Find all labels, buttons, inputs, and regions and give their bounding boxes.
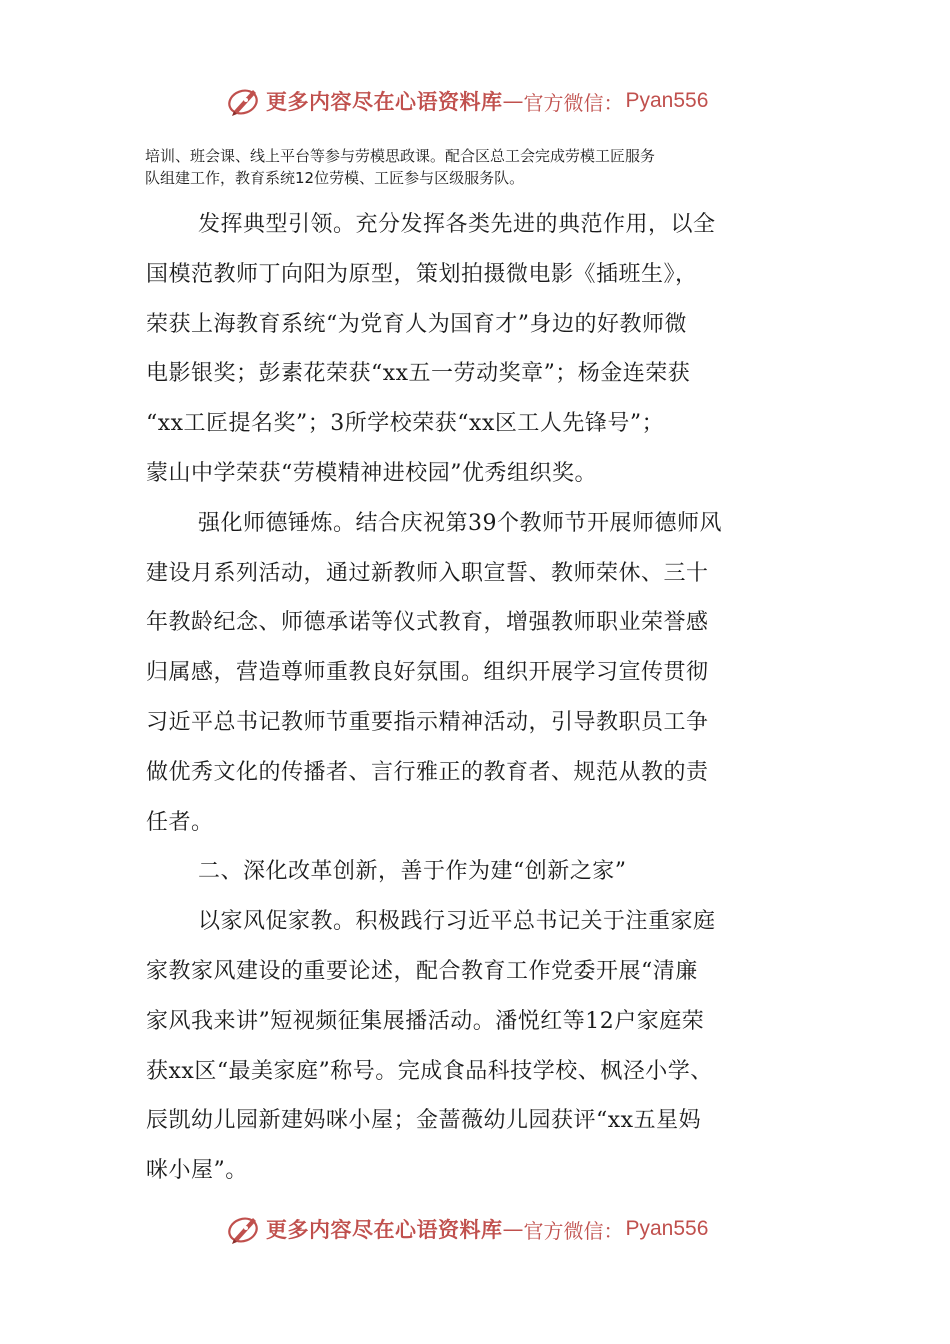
paragraph-line: 国模范教师丁向阳为原型，策划拍摄微电影《插班生》， bbox=[146, 261, 698, 287]
paragraph-line: 任者。 bbox=[146, 809, 214, 835]
paragraph-line: 辰凯幼儿园新建妈咪小屋；金蔷薇幼儿园获评“xx五星妈 bbox=[146, 1108, 702, 1134]
header-banner bbox=[226, 84, 708, 118]
paragraph-line: 家风我来讲”短视频征集展播活动。潘悦红等12户家庭荣 bbox=[146, 1008, 705, 1034]
paragraph-line: 归属感，营造尊师重教良好氛围。组织开展学习宣传贯彻 bbox=[146, 660, 709, 686]
paragraph-line: 做优秀文化的传播者、言行雅正的教育者、规范从教的责 bbox=[146, 759, 709, 785]
banner-official-label: 官方微信： bbox=[523, 90, 624, 115]
paragraph-line: 年教龄纪念、师德承诺等仪式教育，增强教师职业荣誉感 bbox=[146, 610, 709, 636]
paragraph-line: 蒙山中学荣获“劳模精神进校园”优秀组织奖。 bbox=[146, 460, 597, 486]
paragraph-line: “xx工匠提名奖”；3所学校荣获“xx区工人先锋号”； bbox=[146, 411, 665, 437]
pen-swirl-logo-icon bbox=[226, 84, 262, 118]
intro-line: 培训、班会课、线上平台等参与劳模思政课。配合区总工会完成劳模工匠服务 bbox=[145, 147, 656, 165]
banner-text: 更多内容尽在心语资料库 bbox=[266, 89, 503, 114]
paragraph-line: 习近平总书记教师节重要指示精神活动，引导教职员工争 bbox=[146, 709, 709, 735]
banner-separator: — bbox=[502, 1217, 524, 1241]
paragraph-line: 荣获上海教育系统“为党育人为国育才”身边的好教师微 bbox=[146, 311, 687, 337]
document-body bbox=[146, 200, 826, 1196]
banner-separator: — bbox=[502, 89, 524, 113]
paragraph-line: 家教家风建设的重要论述，配合教育工作党委开展“清廉 bbox=[146, 958, 698, 984]
section-heading: 二、深化改革创新，善于作为建“创新之家” bbox=[198, 859, 627, 885]
pen-swirl-logo-icon bbox=[226, 1212, 262, 1246]
banner-wechat-id: Pyan556 bbox=[625, 89, 709, 112]
banner-official-label: 官方微信： bbox=[523, 1218, 624, 1243]
intro-line: 队组建工作，教育系统12位劳模、工匠参与区级服务队。 bbox=[145, 169, 525, 187]
paragraph-line: 获xx区“最美家庭”称号。完成食品科技学校、枫泾小学、 bbox=[146, 1058, 713, 1084]
banner-text: 更多内容尽在心语资料库 bbox=[266, 1217, 503, 1242]
paragraph-line: 建设月系列活动，通过新教师入职宣誓、教师荣休、三十 bbox=[146, 560, 709, 586]
footer-banner bbox=[226, 1212, 708, 1246]
banner-wechat-id: Pyan556 bbox=[625, 1217, 709, 1240]
paragraph-line: 强化师德锤炼。结合庆祝第39个教师节开展师德师风 bbox=[198, 510, 722, 536]
intro-paragraph bbox=[145, 145, 805, 189]
paragraph-line: 发挥典型引领。充分发挥各类先进的典范作用，以全 bbox=[198, 212, 716, 237]
paragraph-line: 以家风促家教。积极践行习近平总书记关于注重家庭 bbox=[198, 909, 716, 935]
paragraph-line: 电影银奖；彭素花荣获“xx五一劳动奖章”；杨金连荣获 bbox=[146, 361, 691, 387]
paragraph-line: 咪小屋”。 bbox=[146, 1158, 248, 1184]
